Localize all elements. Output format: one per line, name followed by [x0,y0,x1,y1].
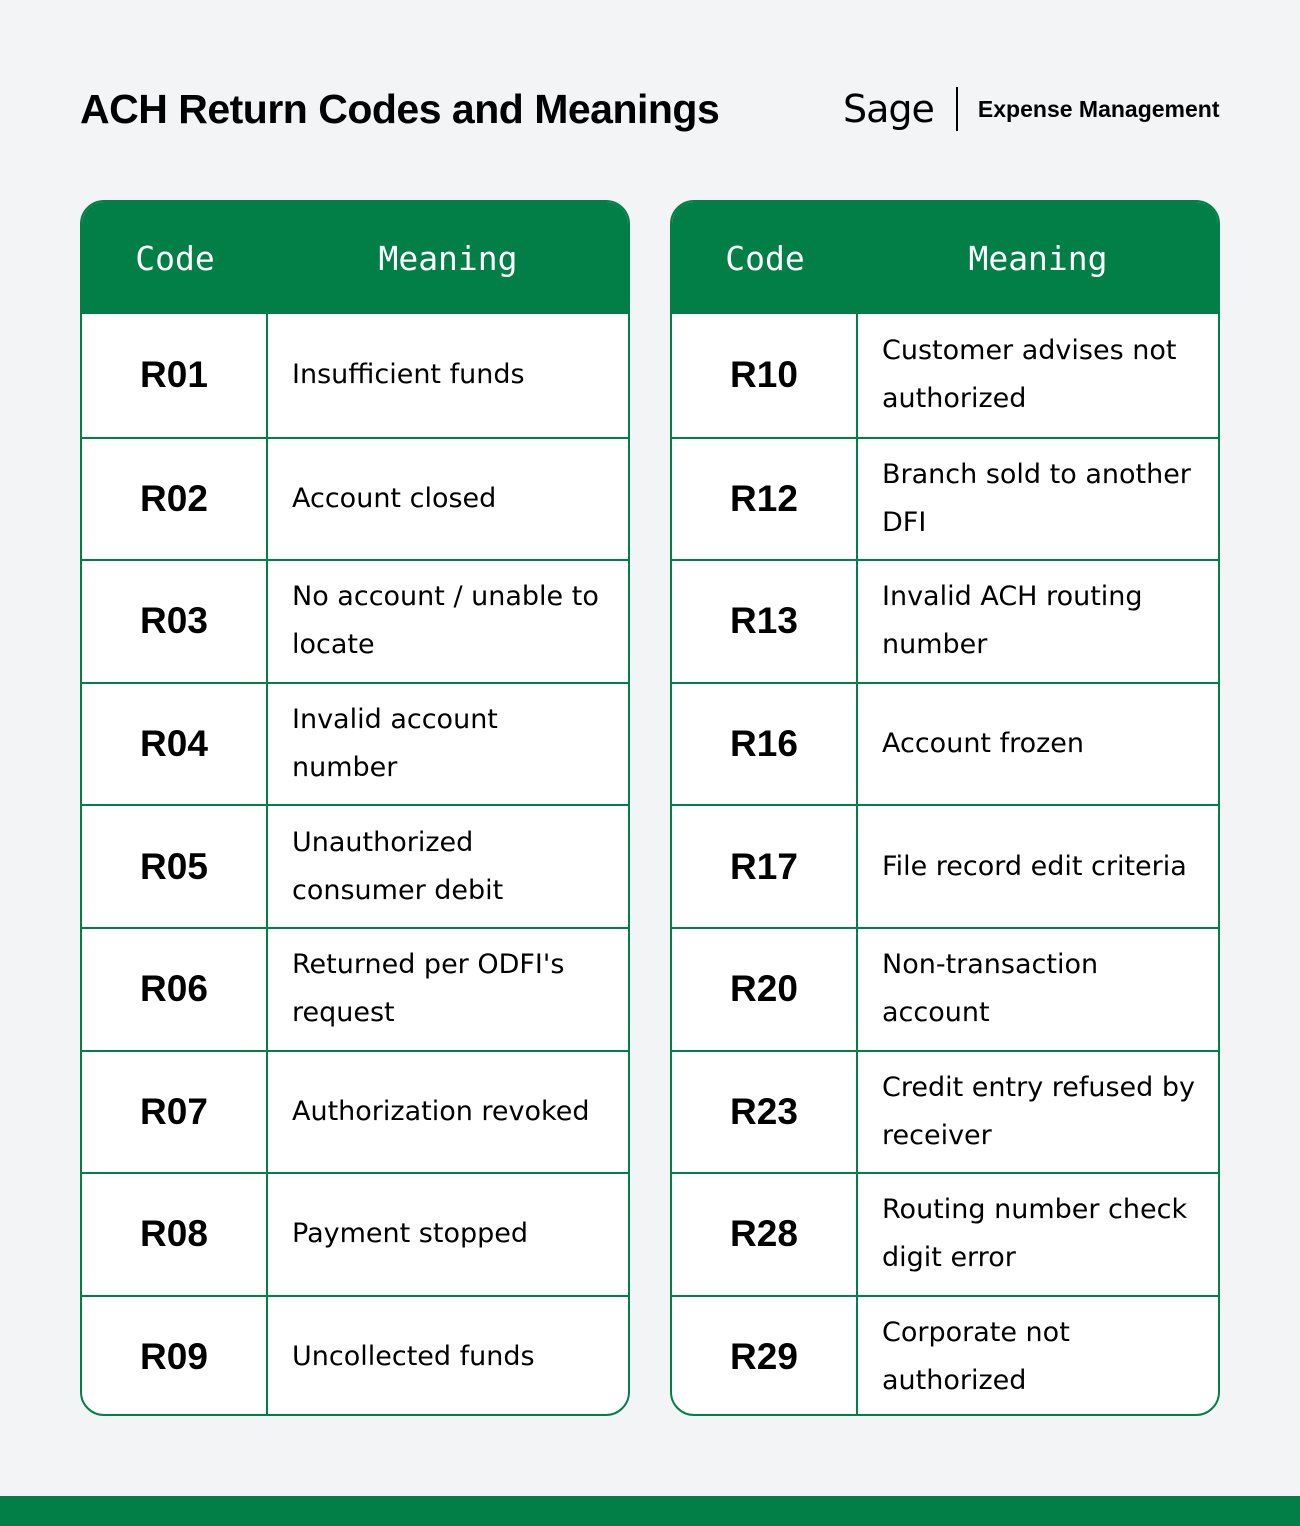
meaning-cell: Account frozen [882,728,1085,760]
meaning-cell: Returned per ODFI's request [292,949,565,1029]
table-row [672,1050,1218,1173]
table-row [672,559,1218,682]
code-cell: R07 [82,1052,268,1173]
code-cell: R16 [672,684,858,805]
code-cell: R06 [82,929,268,1050]
code-cell: R10 [672,314,858,437]
code-cell: R02 [82,439,268,560]
meaning-cell: Insufficient funds [292,359,525,391]
code-cell: R12 [672,439,858,560]
meaning-cell: Authorization revoked [292,1095,590,1127]
table-row [82,314,628,437]
code-cell: R17 [672,806,858,927]
meaning-cell: Branch sold to another DFI [882,458,1191,538]
table-row [82,559,628,682]
column-header-meaning: Meaning [378,238,518,278]
meaning-cell: Account closed [292,482,497,514]
code-cell: R08 [82,1174,268,1295]
table-row [82,1172,628,1295]
meaning-cell: Credit entry refused by receiver [882,1071,1196,1151]
table-row [82,682,628,805]
brand-divider [956,87,958,131]
table-row [672,804,1218,927]
table-row [672,1172,1218,1295]
meaning-cell: Customer advises not authorized [882,335,1177,415]
footer-accent-bar [0,1496,1300,1526]
brand-product-name: Expense Management [977,95,1220,122]
table-row [82,1295,628,1416]
code-cell: R04 [82,684,268,805]
table-row [82,1050,628,1173]
return-codes-table-left [80,200,630,1416]
table-row [672,682,1218,805]
meaning-cell: Invalid ACH routing number [882,581,1143,661]
column-header-code: Code [725,238,805,278]
code-cell: R29 [672,1297,858,1416]
table-body [672,314,1218,1416]
meaning-cell: Non-transaction account [882,949,1099,1029]
table-row [82,437,628,560]
brand-lockup [843,84,1220,134]
column-header-code: Code [135,238,215,278]
meaning-cell: Routing number check digit error [882,1194,1188,1274]
table-header [82,202,628,314]
table-body [82,314,628,1416]
table-row [82,927,628,1050]
table-row [672,437,1218,560]
table-row [672,1295,1218,1416]
code-cell: R13 [672,561,858,682]
return-codes-table-right [670,200,1220,1416]
meaning-cell: No account / unable to locate [292,581,599,661]
table-row [672,927,1218,1050]
meaning-cell: Uncollected funds [292,1341,535,1373]
code-cell: R01 [82,314,268,437]
table-row [82,804,628,927]
page-title: ACH Return Codes and Meanings [80,86,720,132]
sage-logo: Sage [843,87,934,131]
code-cell: R28 [672,1174,858,1295]
meaning-cell: Payment stopped [292,1218,528,1250]
code-cell: R03 [82,561,268,682]
meaning-cell: Unauthorized consumer debit [292,826,504,906]
meaning-cell: File record edit criteria [882,850,1187,882]
code-cell: R09 [82,1297,268,1416]
code-cell: R05 [82,806,268,927]
code-cell: R23 [672,1052,858,1173]
meaning-cell: Invalid account number [292,704,498,784]
table-header [672,202,1218,314]
code-cell: R20 [672,929,858,1050]
column-header-meaning: Meaning [968,238,1108,278]
table-row [672,314,1218,437]
meaning-cell: Corporate not authorized [882,1317,1070,1397]
